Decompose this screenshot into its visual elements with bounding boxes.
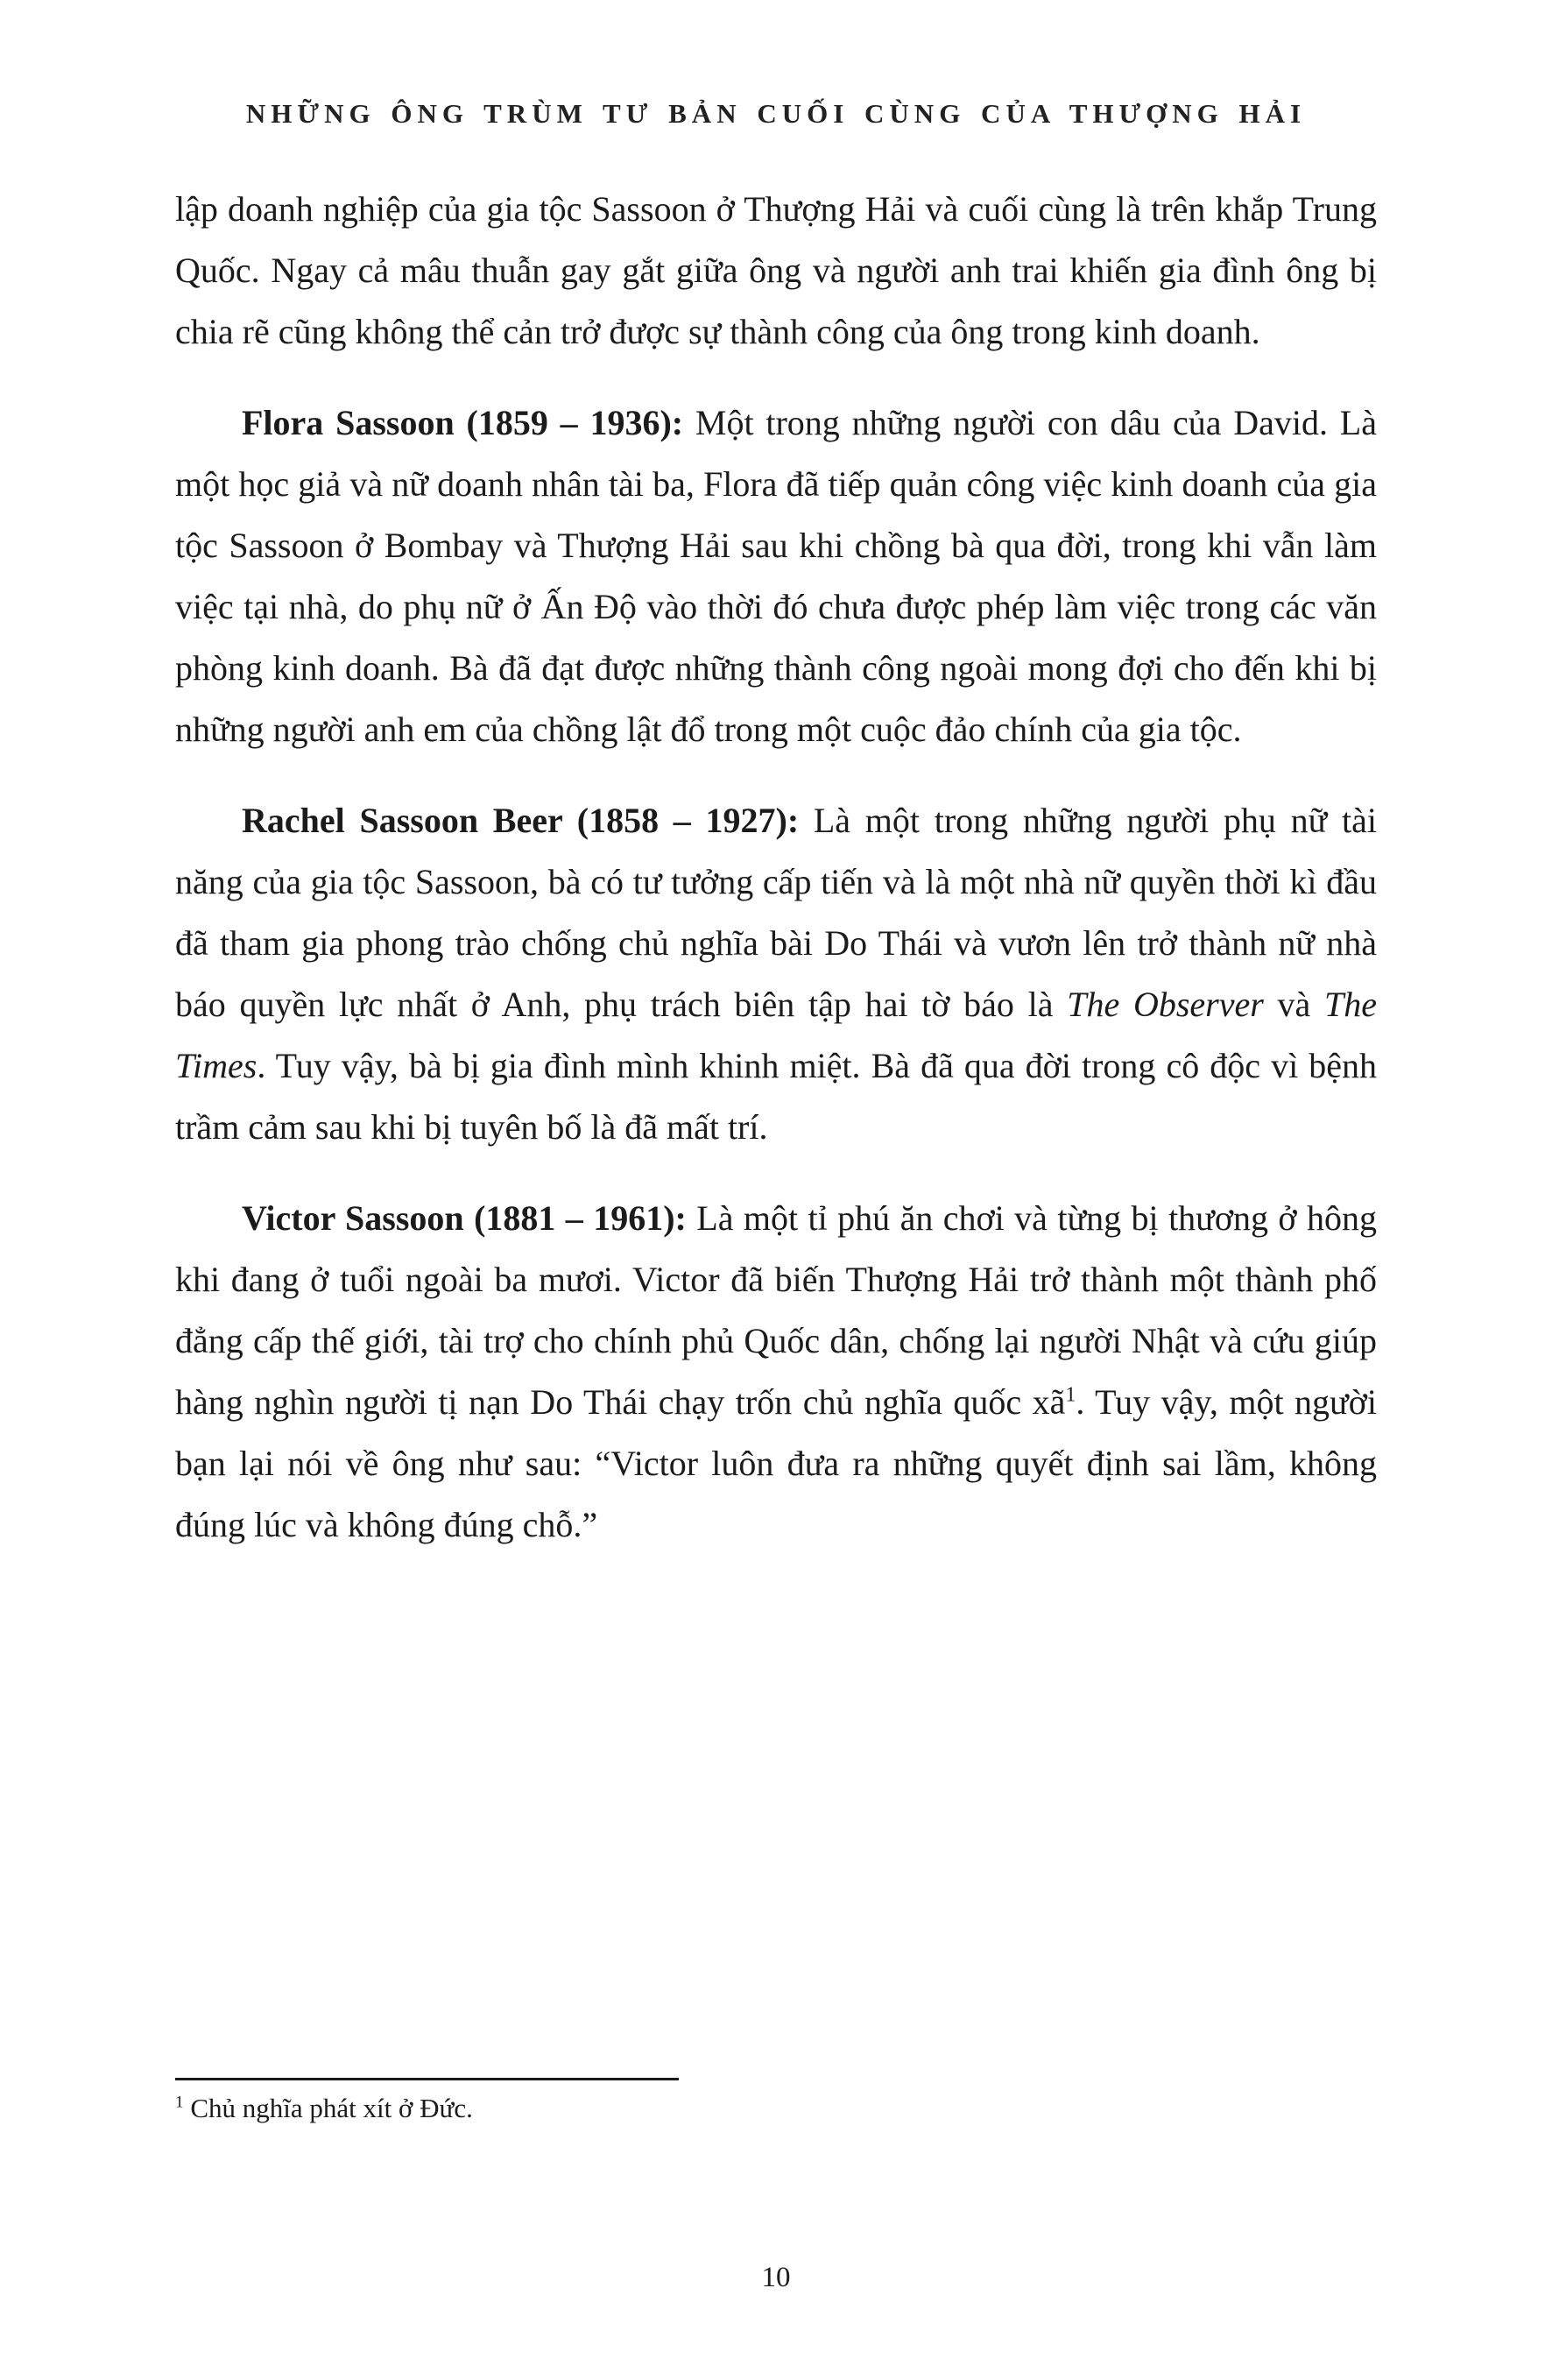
paragraph [175,392,1377,760]
paragraph [175,790,1377,1158]
footnote [175,2089,1377,2128]
text-run-normal: . Tuy vậy, một người bạn lại nói về ông như sau: “Victor luôn đưa ra những quyết định sai lầm, không đúng lúc và không đúng chỗ.” [175,1382,1377,1544]
text-run-bold: Victor Sassoon (1881 – 1961): [242,1198,697,1238]
text-run-normal: Là một tỉ phú ăn chơi và từng bị thương ở hông khi đang ở tuổi ngoài ba mươi. Victor đã biến Thượng Hải trở thành một thành phố đẳng cấp thế giới, tài trợ cho chính phủ Quốc dân, chống lại người Nhật và cứu giúp hàng nghìn người tị nạn Do Thái chạy trốn chủ nghĩa quốc xã [175,1198,1377,1422]
text-run-bold: Flora Sassoon (1859 – 1936): [242,403,695,442]
page-number: 10 [761,2262,791,2293]
text-run-bold: Rachel Sassoon Beer (1858 – 1927): [242,801,814,840]
body-text [175,179,1377,1556]
text-run-normal: Một trong những người con dâu của David. Là một học giả và nữ doanh nhân tài ba, Flora đã tiếp quản công việc kinh doanh của gia tộc Sassoon ở Bombay và Thượng Hải sau khi chồng bà qua đời, trong khi vẫn làm việc tại nhà, do phụ nữ ở Ấn Độ vào thời đó chưa được phép làm việc trong các văn phòng kinh doanh. Bà đã đạt được những thành công ngoài mong đợi cho đến khi bị những người anh em của chồng lật đổ trong một cuộc đảo chính của gia tộc. [175,403,1377,749]
paragraph [175,179,1377,363]
footnote-marker: 1 [175,2093,184,2112]
text-run-italic: The Observer [1067,985,1264,1024]
footnote-reference: 1 [1065,1383,1076,1407]
text-run-normal: . Tuy vậy, bà bị gia đình mình khinh miệt. Bà đã qua đời trong cô độc vì bệnh trầm cảm sau khi bị tuyên bố là đã mất trí. [175,1046,1377,1147]
running-header: NHỮNG ÔNG TRÙM TƯ BẢN CUỐI CÙNG CỦA THƯỢNG HẢI [245,98,1307,129]
footnote-text: Chủ nghĩa phát xít ở Đức. [183,2093,473,2123]
paragraph [175,1188,1377,1556]
text-run-normal: và [1263,985,1325,1024]
text-run-normal: lập doanh nghiệp của gia tộc Sassoon ở Thượng Hải và cuối cùng là trên khắp Trung Quốc. Ngay cả mâu thuẫn gay gắt giữa ông và người anh trai khiến gia đình ông bị chia rẽ cũng không thể cản trở được sự thành công của ông trong kinh doanh. [175,189,1377,351]
text-run-italic: The Times [175,985,1378,1085]
text-run-normal: Là một trong những người phụ nữ tài năng của gia tộc Sassoon, bà có tư tưởng cấp tiến và là một nhà nữ quyền thời kì đầu đã tham gia phong trào chống chủ nghĩa bài Do Thái và vươn lên trở thành nữ nhà báo quyền lực nhất ở Anh, phụ trách biên tập hai tờ báo là [175,801,1377,1024]
footnote-divider [175,2078,679,2080]
footnote-area [175,2078,1377,2128]
